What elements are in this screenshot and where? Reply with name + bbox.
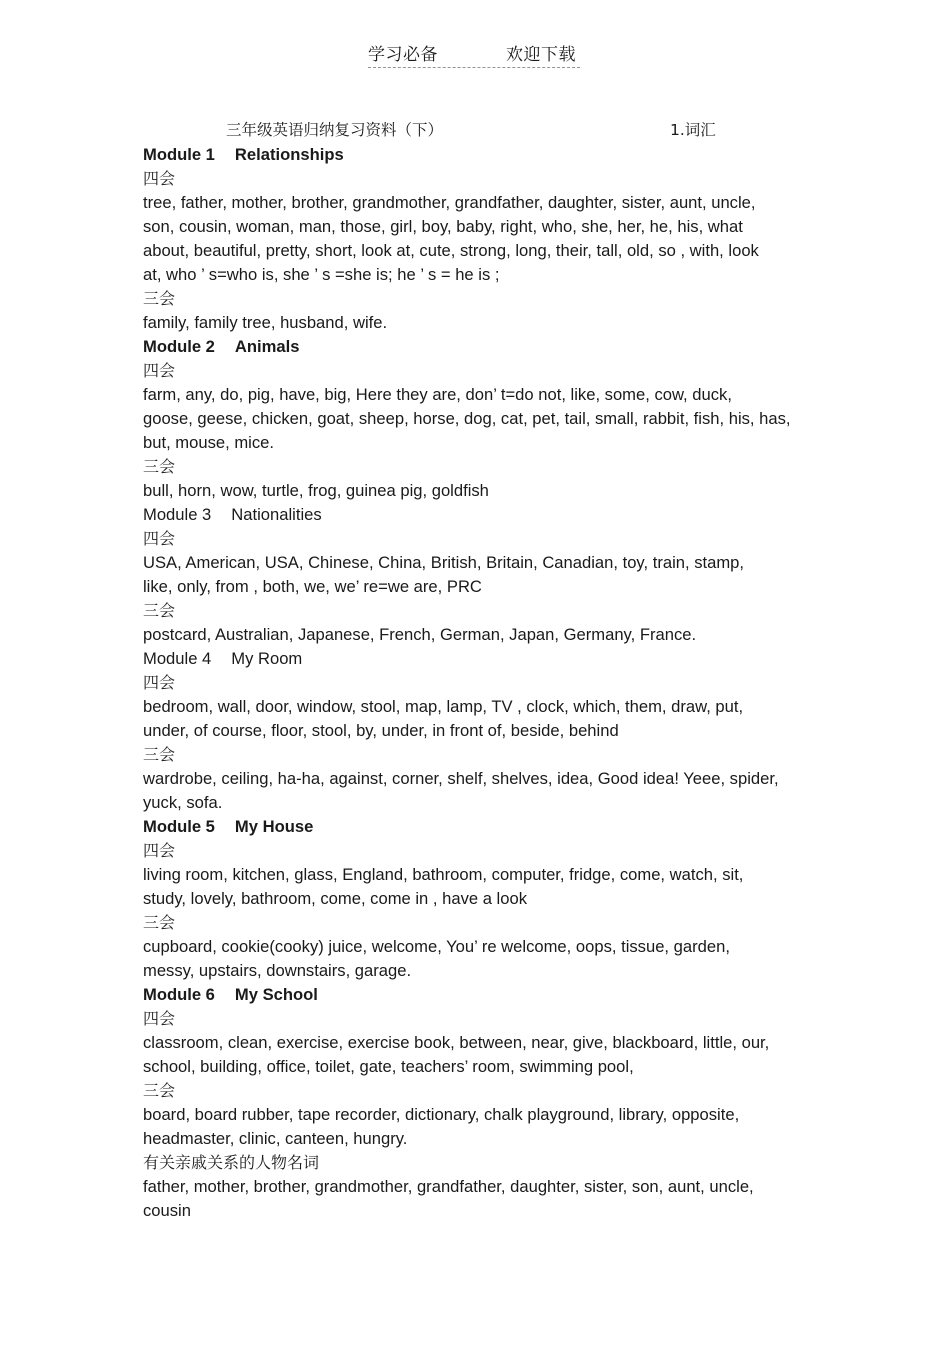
word-line: son, cousin, woman, man, those, girl, boy, baby, right, who, she, her, he, his, what: [143, 217, 743, 236]
word-line: tree, father, mother, brother, grandmother, grandfather, daughter, sister, aunt, uncle,: [143, 193, 756, 212]
four-skills-label: 四会: [143, 361, 176, 380]
page-header: [368, 40, 580, 68]
word-line: under, of course, floor, stool, by, under, in front of, beside, behind: [143, 721, 619, 740]
word-line: bull, horn, wow, turtle, frog, guinea pig, goldfish: [143, 481, 489, 500]
word-line: wardrobe, ceiling, ha-ha, against, corner, shelf, shelves, idea, Good idea! Yeee, spider,: [143, 769, 779, 788]
three-skills-words: [143, 935, 848, 983]
relatives-words: [143, 1175, 848, 1223]
word-line: about, beautiful, pretty, short, look at, cute, strong, long, their, tall, old, so , with, look: [143, 241, 759, 260]
module-section: [143, 815, 848, 983]
word-line: family, family tree, husband, wife.: [143, 313, 388, 332]
module-number: Module 3: [143, 505, 212, 524]
three-skills-label: 三会: [143, 1081, 176, 1100]
module-heading: [143, 815, 848, 839]
module-number: Module 6: [143, 985, 215, 1004]
document-title-row: [0, 118, 950, 142]
module-heading: [143, 983, 848, 1007]
four-skills-label: 四会: [143, 1009, 176, 1028]
word-line: yuck, sofa.: [143, 793, 223, 812]
module-section: [143, 335, 848, 503]
section-title: 1.词汇: [670, 121, 716, 139]
four-skills-label: 四会: [143, 169, 176, 188]
three-skills-words: [143, 1103, 848, 1151]
module-heading: [143, 143, 848, 167]
header-right-text: 欢迎下载: [506, 45, 576, 65]
three-skills-words: [143, 767, 848, 815]
word-line: postcard, Australian, Japanese, French, German, Japan, Germany, France.: [143, 625, 697, 644]
module-name: Relationships: [234, 145, 344, 164]
module-section: [143, 143, 848, 335]
module-name: My School: [234, 985, 318, 1004]
relatives-section: [143, 1151, 848, 1223]
module-name: Nationalities: [231, 505, 322, 524]
relatives-title: 有关亲戚关系的人物名词: [143, 1153, 320, 1172]
word-line: like, only, from , both, we, we’ re=we are, PRC: [143, 577, 482, 596]
module-section: [143, 647, 848, 815]
three-skills-label: 三会: [143, 457, 176, 476]
three-skills-words: [143, 479, 848, 503]
word-line: school, building, office, toilet, gate, teachers’ room, swimming pool,: [143, 1057, 634, 1076]
module-name: My Room: [231, 649, 303, 668]
word-line: bedroom, wall, door, window, stool, map, lamp, TV , clock, which, them, draw, put,: [143, 697, 744, 716]
module-number: Module 5: [143, 817, 215, 836]
module-number: Module 4: [143, 649, 212, 668]
four-skills-label: 四会: [143, 841, 176, 860]
module-name: Animals: [234, 337, 300, 356]
module-heading: [143, 335, 848, 359]
module-section: [143, 503, 848, 647]
word-line: headmaster, clinic, canteen, hungry.: [143, 1129, 408, 1148]
three-skills-words: [143, 311, 848, 335]
module-number: Module 1: [143, 145, 215, 164]
word-line: father, mother, brother, grandmother, grandfather, daughter, sister, son, aunt, uncle,: [143, 1177, 754, 1196]
three-skills-label: 三会: [143, 745, 176, 764]
module-section: [143, 983, 848, 1151]
three-skills-label: 三会: [143, 289, 176, 308]
three-skills-label: 三会: [143, 913, 176, 932]
four-skills-words: [143, 1031, 848, 1079]
word-line: but, mouse, mice.: [143, 433, 274, 452]
word-line: study, lovely, bathroom, come, come in , have a look: [143, 889, 527, 908]
module-name: My House: [234, 817, 314, 836]
module-heading: [143, 503, 848, 527]
four-skills-label: 四会: [143, 529, 176, 548]
three-skills-label: 三会: [143, 601, 176, 620]
module-heading: [143, 647, 848, 671]
word-line: cousin: [143, 1201, 191, 1220]
four-skills-words: [143, 551, 848, 599]
word-line: classroom, clean, exercise, exercise book, between, near, give, blackboard, little, our,: [143, 1033, 770, 1052]
word-line: goose, geese, chicken, goat, sheep, horse, dog, cat, pet, tail, small, rabbit, fish, his, has,: [143, 409, 791, 428]
header-left-text: 学习必备: [368, 45, 438, 65]
word-line: messy, upstairs, downstairs, garage.: [143, 961, 412, 980]
word-line: at, who ’ s=who is, she ’ s =she is; he ’ s = he is ;: [143, 265, 500, 284]
word-line: cupboard, cookie(cooky) juice, welcome, You’ re welcome, oops, tissue, garden,: [143, 937, 730, 956]
four-skills-words: [143, 191, 848, 287]
word-line: living room, kitchen, glass, England, bathroom, computer, fridge, come, watch, sit,: [143, 865, 744, 884]
four-skills-words: [143, 863, 848, 911]
word-line: USA, American, USA, Chinese, China, British, Britain, Canadian, toy, train, stamp,: [143, 553, 745, 572]
vocabulary-content: [143, 143, 848, 1223]
three-skills-words: [143, 623, 848, 647]
four-skills-words: [143, 695, 848, 743]
module-number: Module 2: [143, 337, 215, 356]
word-line: board, board rubber, tape recorder, dictionary, chalk playground, library, opposite,: [143, 1105, 740, 1124]
four-skills-words: [143, 383, 848, 455]
document-title: 三年级英语归纳复习资料（下）: [226, 121, 444, 139]
word-line: farm, any, do, pig, have, big, Here they are, don’ t=do not, like, some, cow, duck,: [143, 385, 732, 404]
four-skills-label: 四会: [143, 673, 176, 692]
